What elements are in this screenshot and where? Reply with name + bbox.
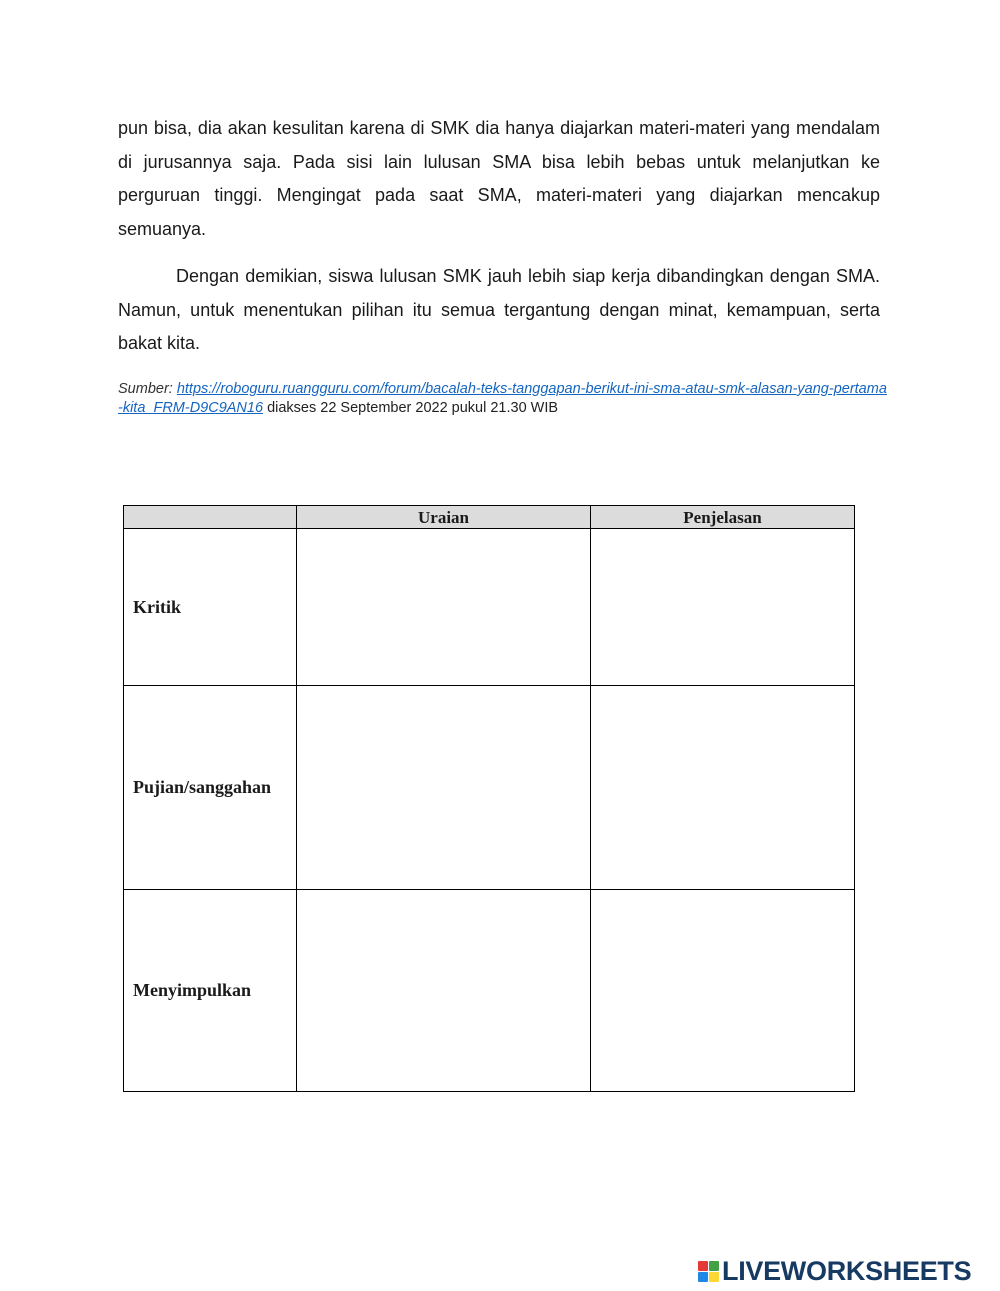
source-access-date: diakses 22 September 2022 pukul 21.30 WIB bbox=[267, 400, 559, 416]
table-row bbox=[124, 529, 855, 686]
header-penjelasan: Penjelasan bbox=[591, 506, 855, 529]
paragraph-2: Dengan demikian, siswa lulusan SMK jauh lebih siap kerja dibandingkan dengan SMA. Namun, untuk menentukan pilihan itu semua tergantung dengan minat, kemampuan, serta bakat kita. bbox=[118, 266, 880, 353]
pujian-uraian-cell[interactable] bbox=[297, 686, 591, 890]
liveworksheets-logo-icon bbox=[698, 1261, 719, 1282]
liveworksheets-logo bbox=[698, 1257, 971, 1285]
logo-text: LIVEWORKSHEETS bbox=[722, 1255, 972, 1286]
table-row bbox=[124, 686, 855, 890]
logo-square-blue bbox=[698, 1272, 708, 1282]
header-empty bbox=[124, 506, 297, 529]
row-label-pujian: Pujian/sanggahan bbox=[124, 686, 297, 890]
menyimpulkan-uraian-cell[interactable] bbox=[297, 890, 591, 1092]
row-label-kritik: Kritik bbox=[124, 529, 297, 686]
source-label: Sumber: bbox=[118, 381, 173, 397]
menyimpulkan-penjelasan-cell[interactable] bbox=[591, 890, 855, 1092]
worksheet-table bbox=[123, 505, 855, 1092]
paragraph-1: pun bisa, dia akan kesulitan karena di SMK dia hanya diajarkan materi-materi yang mendalam di jurusannya saja. Pada sisi lain lulusan SMA bisa lebih bebas untuk melanjutkan ke perguruan tinggi. Mengingat pada saat SMA, materi-materi yang diajarkan mencakup semuanya. bbox=[118, 118, 880, 239]
pujian-penjelasan-cell[interactable] bbox=[591, 686, 855, 890]
table-header-row bbox=[124, 506, 855, 529]
row-label-menyimpulkan: Menyimpulkan bbox=[124, 890, 297, 1092]
logo-square-yellow bbox=[709, 1272, 719, 1282]
kritik-uraian-cell[interactable] bbox=[297, 529, 591, 686]
logo-square-green bbox=[709, 1261, 719, 1271]
logo-square-red bbox=[698, 1261, 708, 1271]
header-uraian: Uraian bbox=[297, 506, 591, 529]
source-link[interactable]: https://roboguru.ruangguru.com/forum/bacalah-teks-tanggapan-berikut-ini-sma-atau-smk-alasan-yang-pertama-kita_FRM-D9C9AN16 bbox=[118, 381, 887, 416]
table-row bbox=[124, 890, 855, 1092]
source-citation bbox=[118, 380, 888, 418]
kritik-penjelasan-cell[interactable] bbox=[591, 529, 855, 686]
